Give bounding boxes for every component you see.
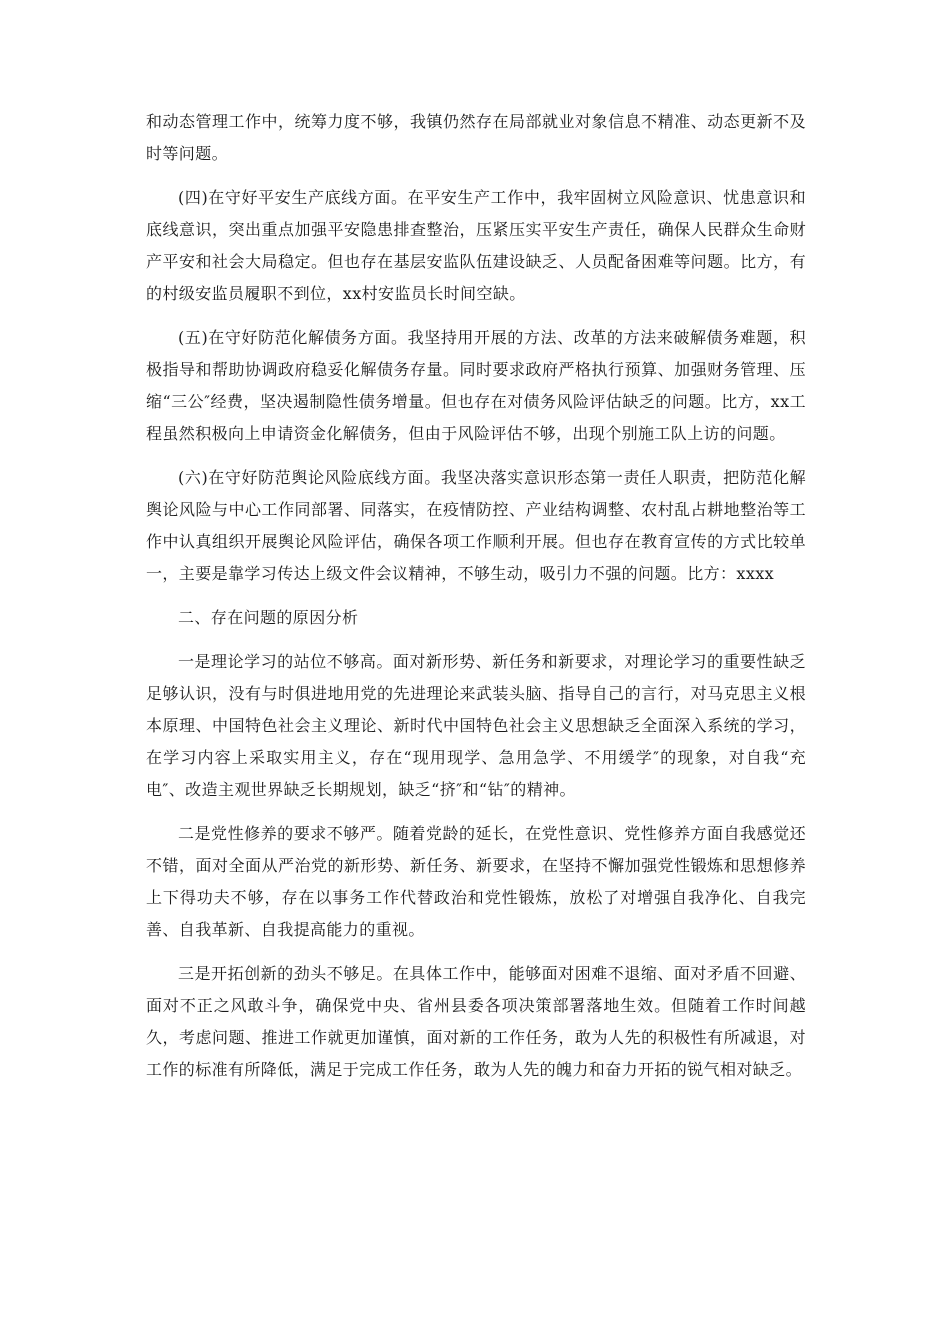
analysis-party-cultivation: 二是党性修养的要求不够严。随着党龄的延长，在党性意识、党性修养方面自我感觉还不错，面对全面从严治党的新形势、新任务、新要求，在坚持不懈加强党性锻炼和思想修养上下得功夫不够，存在以事务工作代替政治和党性锻炼，放松了对增强自我净化、自我完善、自我革新、自我提高能力的重视。 xyxy=(146,824,806,939)
analysis-theory-study: 一是理论学习的站位不够高。面对新形势、新任务和新要求，对理论学习的重要性缺乏足够认识，没有与时俱进地用党的先进理论来武装头脑、指导自己的言行，对马克思主义根本原理、中国特色社会主义理论、新时代中国特色社会主义思想缺乏全面深入系统的学习，在学习内容上采取实用主义，存在“现用现学、急用急学、不用缓学″的现象，对自我“充电″、改造主观世界缺乏长期规划，缺乏“挤″和“钻″的精神。 xyxy=(146,652,806,799)
analysis-innovation: 三是开拓创新的劲头不够足。在具体工作中，能够面对困难不退缩、面对矛盾不回避、面对不正之风敢斗争，确保党中央、省州县委各项决策部署落地生效。但随着工作时间越久，考虑问题、推进工作就更加谨慎，面对新的工作任务，敢为人先的积极性有所减退，对工作的标准有所降低，满足于完成工作任务，敢为人先的魄力和奋力开拓的锐气相对缺乏。 xyxy=(146,964,806,1079)
continued-paragraph: 和动态管理工作中，统筹力度不够，我镇仍然存在局部就业对象信息不精准、动态更新不及时等问题。 xyxy=(146,112,806,163)
section-heading: 二、存在问题的原因分析 xyxy=(178,608,359,627)
paragraph-public-opinion: (六)在守好防范舆论风险底线方面。我坚决落实意识形态第一责任人职责，把防范化解舆论风险与中心工作同部署、同落实，在疫情防控、产业结构调整、农村乱占耕地整治等工作中认真组织开展舆论风险评估，确保各项工作顺利开展。但也存在教育宣传的方式比较单一，主要是靠学习传达上级文件会议精神，不够生动，吸引力不强的问题。比方：xxxx xyxy=(146,468,806,583)
paragraph-safety-production: (四)在守好平安生产底线方面。在平安生产工作中，我牢固树立风险意识、忧患意识和底线意识，突出重点加强平安隐患排查整治，压紧压实平安生产责任，确保人民群众生命财产平安和社会大局稳定。但也存在基层安监队伍建设缺乏、人员配备困难等问题。比方，有的村级安监员履职不到位，xx村安监员长时间空缺。 xyxy=(146,188,806,303)
document-page xyxy=(146,106,806,1098)
paragraph-debt-risk: (五)在守好防范化解债务方面。我坚持用开展的方法、改革的方法来破解债务难题，积极指导和帮助协调政府稳妥化解债务存量。同时要求政府严格执行预算、加强财务管理、压缩“三公″经费，坚决遏制隐性债务增量。但也存在对债务风险评估缺乏的问题。比方，xx工程虽然积极向上申请资金化解债务，但由于风险评估不够，出现个别施工队上访的问题。 xyxy=(146,328,806,443)
